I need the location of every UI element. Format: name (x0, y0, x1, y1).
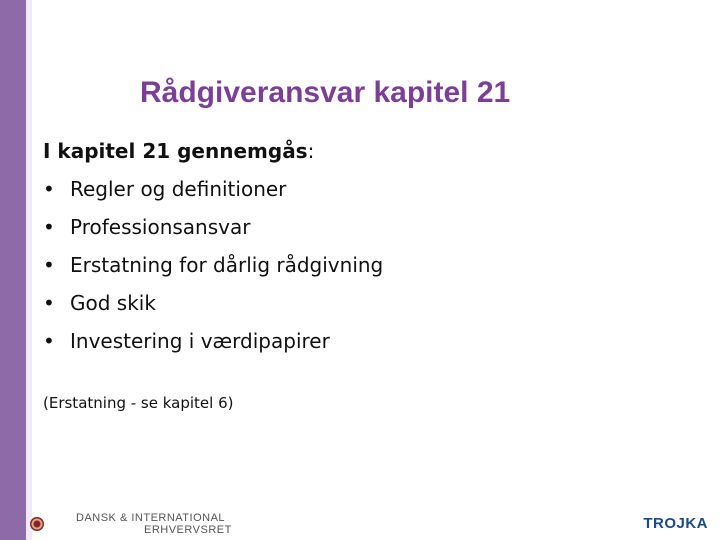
intro-suffix: : (307, 139, 315, 163)
bullet-text: Regler og definitioner (70, 177, 287, 201)
slide-title: Rådgiveransvar kapitel 21 (140, 76, 511, 109)
logo-line-1: DANSK & INTERNATIONAL (76, 512, 226, 524)
intro-strong-text: I kapitel 21 gennemgås (43, 139, 308, 163)
bullet-text: God skik (70, 291, 156, 315)
left-accent-bar-edge (26, 0, 32, 540)
bullet-icon: • (43, 253, 55, 277)
bullet-list (43, 170, 383, 360)
logo-line-2: ERHVERVSRET (144, 524, 232, 536)
publisher-logo: TROJKA (643, 515, 708, 532)
intro-line (43, 132, 383, 170)
footnote: (Erstatning - se kapitel 6) (43, 394, 234, 412)
list-item (43, 322, 383, 360)
bullet-icon: • (43, 177, 55, 201)
bullet-icon: • (43, 329, 55, 353)
bullet-icon: • (43, 291, 55, 315)
list-item (43, 246, 383, 284)
footer-logo (30, 512, 232, 536)
book-series-logo (76, 512, 232, 536)
bullet-text: Erstatning for dårlig rådgivning (70, 253, 384, 277)
bullet-icon: • (43, 215, 55, 239)
bullet-text: Professionsansvar (70, 215, 251, 239)
list-item (43, 284, 383, 322)
left-accent-bar (0, 0, 26, 540)
list-item (43, 208, 383, 246)
bullet-text: Investering i værdipapirer (70, 329, 330, 353)
seal-icon (30, 517, 44, 531)
list-item (43, 170, 383, 208)
slide-body (43, 132, 383, 360)
